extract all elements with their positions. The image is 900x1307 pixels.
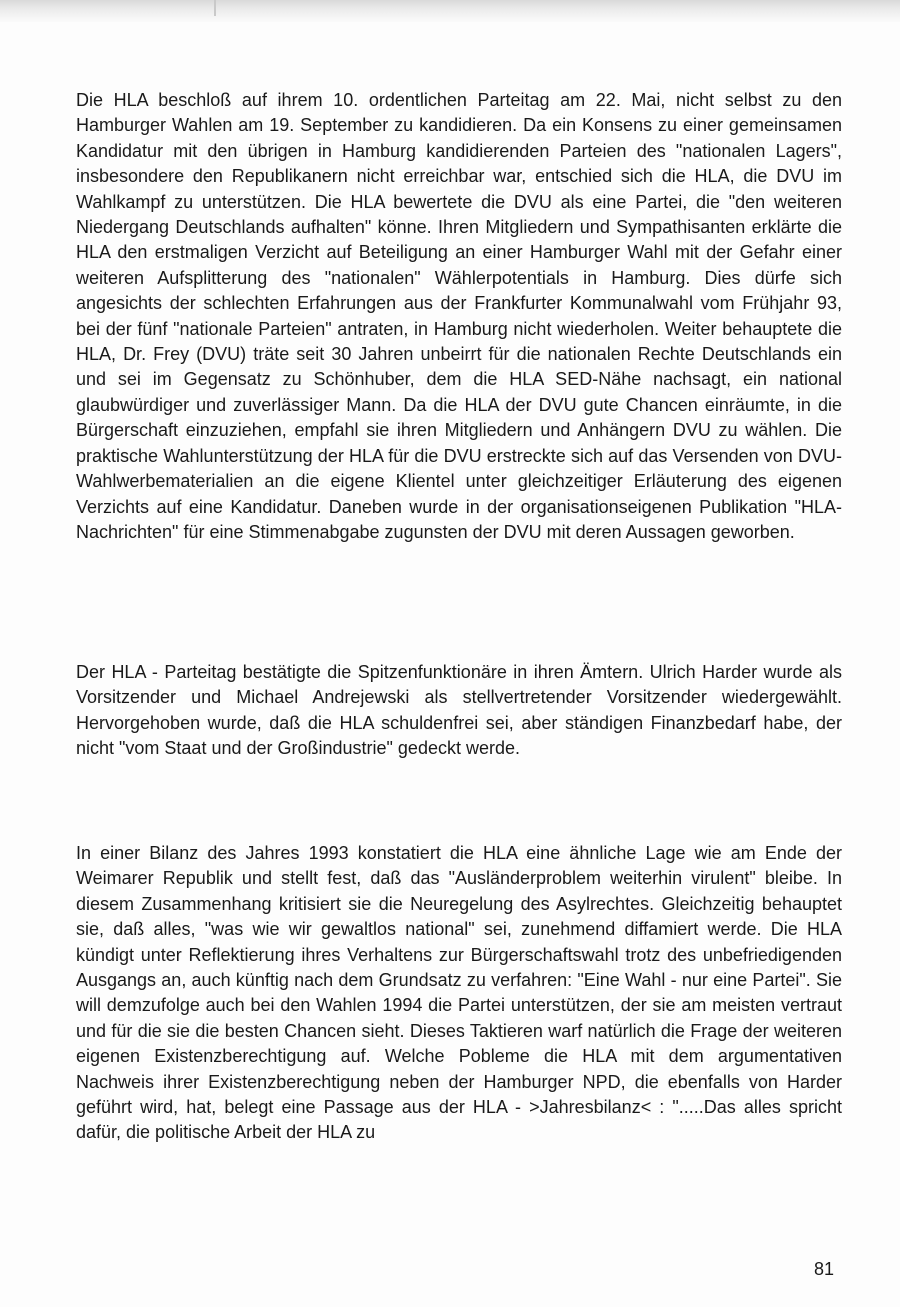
paragraph-text: In einer Bilanz des Jahres 1993 konstatiert die HLA eine ähnliche Lage wie am Ende der Weimarer Republik und stellt fest, daß das "Ausländerproblem weiterhin virulent" bleibe. In diesem Zusammenhang kritisiert sie die Neuregelung des Asylrechtes. Gleichzeitig behauptet sie, daß alles, "was wie wir gewaltlos national" sei, zunehmend diffamiert werde. Die HLA kündigt unter Reflektierung ihres Verhaltens zur Bürgerschaftswahl trotz des unbefriedigenden Ausgangs an, auch künftig nach dem Grundsatz zu verfahren: "Eine Wahl - nur eine Partei". Sie will demzufolge auch bei den Wahlen 1994 die Partei unterstützen, der sie am meisten vertraut und für die sie die besten Chancen sieht. Dieses Taktieren warf natürlich die Frage der weiteren eigenen Existenzberechtigung auf. Welche Pobleme die HLA mit dem argumentativen Nachweis ihrer Existenzberechtigung neben der Hamburger NPD, die ebenfalls von Harder geführt wird, hat, belegt eine Passage aus der HLA - >Jahresbilanz< : ".....Das alles spricht dafür, die politische Arbeit der HLA zu: [76, 843, 842, 1143]
paragraph-text: Die HLA beschloß auf ihrem 10. ordentlichen Parteitag am 22. Mai, nicht selbst zu den Hamburger Wahlen am 19. September zu kandidieren. Da ein Konsens zu einer gemeinsamen Kandidatur mit den übrigen in Hamburg kandidierenden Parteien des "nationalen Lagers", insbesondere den Republikanern nicht erreichbar war, entschied sich die HLA, die DVU im Wahlkampf zu unterstützen. Die HLA bewertete die DVU als eine Partei, die "den weiteren Niedergang Deutschlands aufhalten" könne. Ihren Mitgliedern und Sympathisanten erklärte die HLA den erstmaligen Verzicht auf Beteiligung an einer Hamburger Wahl mit der Gefahr einer weiteren Aufsplitterung des "nationalen" Wählerpotentials in Hamburg. Dies dürfe sich angesichts der schlechten Erfahrungen aus der Frankfurter Kommunalwahl vom Frühjahr 93, bei der fünf "nationale Parteien" antraten, in Hamburg nicht wiederholen. Weiter behauptete die HLA, Dr. Frey (DVU) träte seit 30 Jahren unbeirrt für die nationalen Rechte Deutschlands ein und sei im Gegensatz zu Schönhuber, dem die HLA SED-Nähe nachsagt, ein national glaubwürdiger und zuverlässiger Mann. Da die HLA der DVU gute Chancen einräumte, in die Bürgerschaft einzuziehen, empfahl sie ihren Mitgliedern und Anhängern DVU zu wählen. Die praktische Wahlunterstützung der HLA für die DVU erstreckte sich auf das Versenden von DVU-Wahlwerbematerialien an die eigene Klientel unter gleichzeitiger Erläuterung des eigenen Verzichts auf eine Kandidatur. Daneben wurde in der organisationseigenen Publikation "HLA- Nachrichten" für eine Stimmenabgabe zugunsten der DVU mit deren Aussagen geworben.: [76, 90, 842, 542]
paragraph-hla-bilanz-1993: [76, 841, 842, 1146]
scan-mark: [214, 0, 216, 16]
scan-top-edge: [0, 0, 900, 22]
page-number: 81: [813, 1259, 834, 1279]
paragraph-hla-parteitag: [76, 660, 842, 762]
paragraph-text: Der HLA - Parteitag bestätigte die Spitzenfunktionäre in ihren Ämtern. Ulrich Harder wurde als Vorsitzender und Michael Andrejewski als stellvertretender Vorsitzender wiedergewählt. Hervorgehoben wurde, daß die HLA schuldenfrei sei, aber ständigen Finanzbedarf habe, der nicht "vom Staat und der Großindustrie" gedeckt werde.: [76, 662, 842, 759]
paragraph-hla-wahlentscheidung: [76, 88, 842, 545]
